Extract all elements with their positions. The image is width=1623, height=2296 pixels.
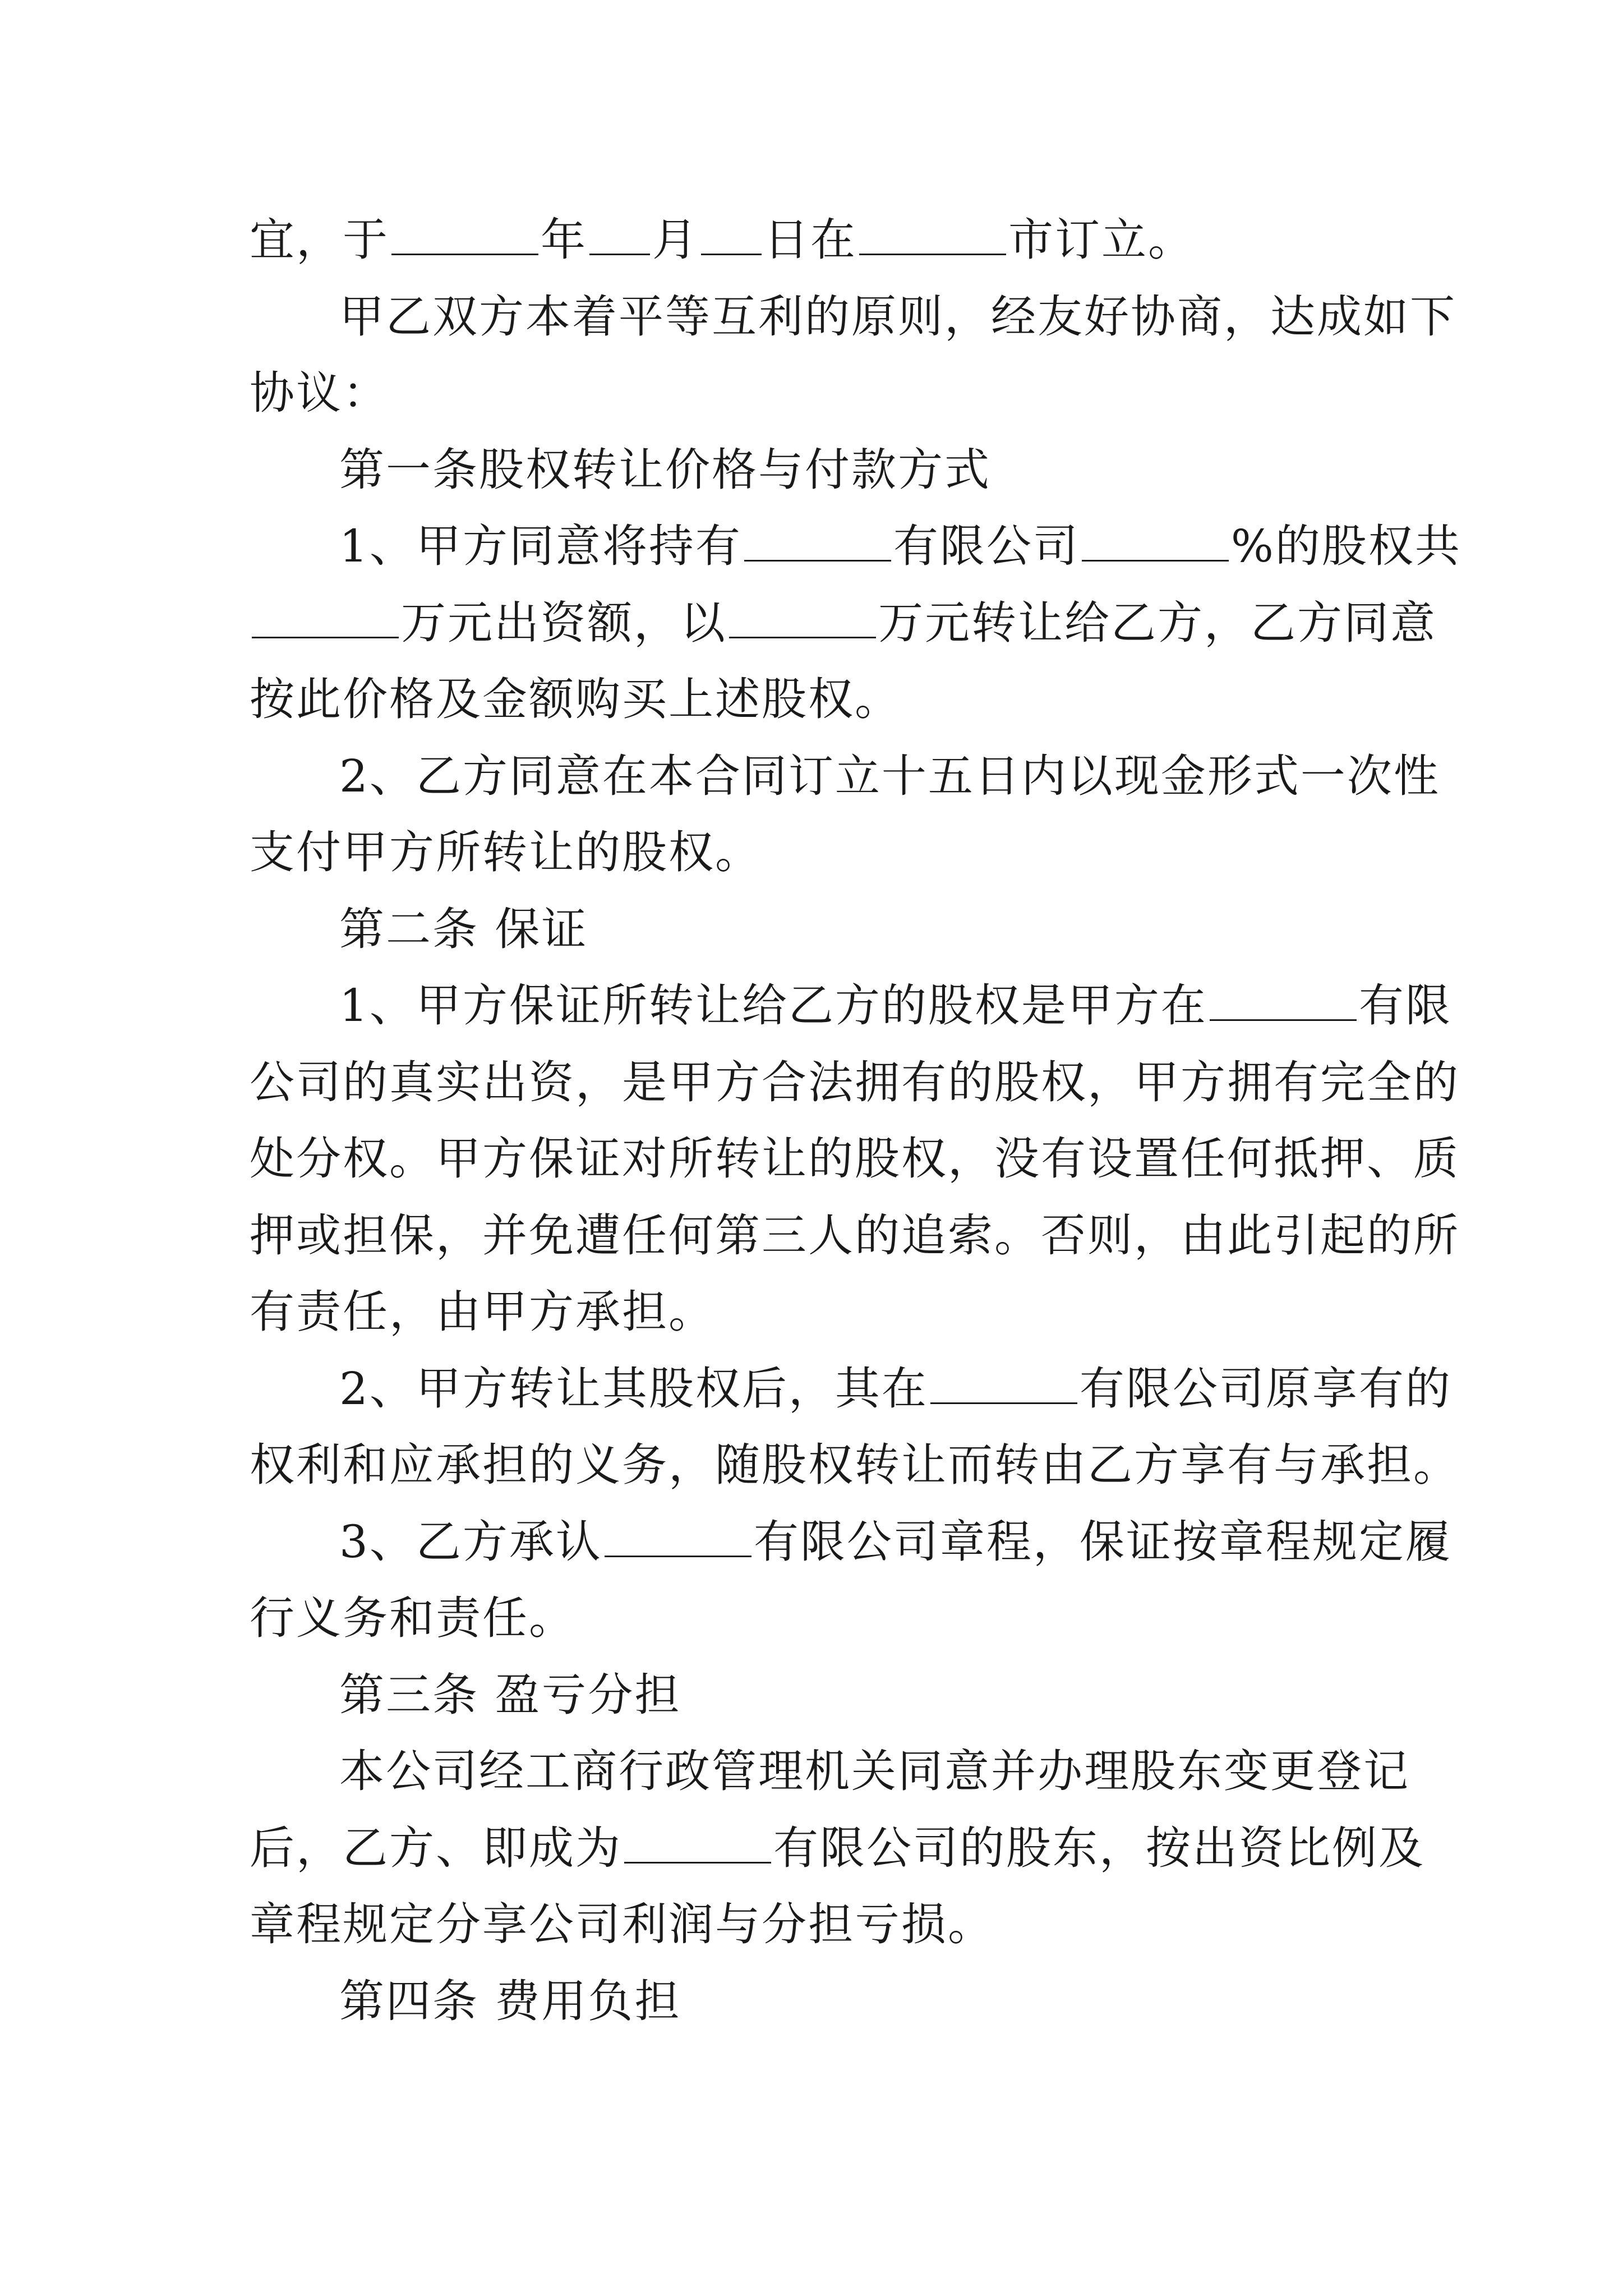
paragraph-line: 2、乙方同意在本合同订立十五日内以现金形式一次性 <box>339 749 1440 802</box>
text-run: 1、甲方保证所转让给乙方的股权是甲方在 <box>339 979 1207 1032</box>
blank-line <box>729 602 876 638</box>
paragraph-line <box>250 508 1461 585</box>
blank-line <box>391 219 538 255</box>
text-run: 有限 <box>1358 979 1452 1032</box>
paragraph-line: 本公司经工商行政管理机关同意并办理股东变更登记 <box>339 1745 1410 1797</box>
text-run: 有限公司的股东，按出资比例及 <box>773 1821 1425 1874</box>
paragraph-line <box>250 968 1452 1045</box>
paragraph-line: 处分权。甲方保证对所转让的股权，没有设置任何抵押、质 <box>250 1133 1460 1185</box>
paragraph-line: 权利和应承担的义务，随股权转让而转由乙方享有与承担。 <box>250 1439 1460 1491</box>
paragraph-line: 支付甲方所转让的股权。 <box>250 826 762 878</box>
blank-line <box>605 1521 751 1557</box>
paragraph-line: 行义务和责任。 <box>250 1592 575 1644</box>
text-run: 日在 <box>764 214 857 266</box>
contract-body <box>250 202 1461 2040</box>
text-run: 后，乙方、即成为 <box>250 1821 622 1874</box>
text-run: 月 <box>652 214 699 266</box>
text-run: 3、乙方承认 <box>339 1515 602 1568</box>
text-run: 年 <box>541 214 587 266</box>
article-heading: 第二条 保证 <box>339 903 588 955</box>
paragraph-line <box>250 585 1437 662</box>
blank-line <box>1210 984 1357 1021</box>
paragraph-line <box>250 202 1394 279</box>
text-run: 有限公司章程，保证按章程规定履 <box>753 1515 1452 1568</box>
text-run: 市订立。 <box>1008 214 1195 266</box>
paragraph-line: 押或担保，并免遭任何第三人的追索。否则，由此引起的所 <box>250 1209 1460 1262</box>
text-run: 有限公司原享有的 <box>1079 1362 1452 1415</box>
paragraph-line: 章程规定分享公司利润与分担亏损。 <box>250 1898 994 1950</box>
text-run: 有限公司 <box>893 520 1080 572</box>
paragraph-line: 按此价格及金额购买上述股权。 <box>250 673 901 725</box>
paragraph-line <box>250 1351 1452 1428</box>
paragraph-line: 公司的真实出资，是甲方合法拥有的股权，甲方拥有完全的 <box>250 1056 1460 1108</box>
text-run: %的股权共 <box>1230 520 1461 572</box>
paragraph-line: 协议： <box>250 367 389 419</box>
blank-line <box>859 219 1006 255</box>
text-run: 宜，于 <box>250 214 389 266</box>
blank-line <box>1082 525 1229 562</box>
blank-line <box>589 219 650 255</box>
paragraph-line: 甲乙双方本着平等互利的原则，经友好协商，达成如下 <box>339 290 1456 343</box>
text-run: 万元出资额，以 <box>401 596 727 649</box>
text-run: 2、甲方转让其股权后，其在 <box>339 1362 928 1415</box>
article-heading: 第一条股权转让价格与付款方式 <box>339 443 991 496</box>
blank-line <box>930 1368 1077 1404</box>
paragraph-line <box>250 1504 1452 1581</box>
article-heading: 第三条 盈亏分担 <box>339 1668 681 1721</box>
blank-line <box>252 602 399 638</box>
article-heading: 第四条 费用负担 <box>339 1975 681 2027</box>
blank-line <box>624 1827 771 1864</box>
text-run: 1、甲方同意将持有 <box>339 520 742 572</box>
blank-line <box>744 525 891 562</box>
paragraph-line: 有责任，由甲方承担。 <box>250 1286 715 1338</box>
text-run: 万元转让给乙方，乙方同意 <box>878 596 1437 649</box>
blank-line <box>701 219 762 255</box>
paragraph-line <box>250 1810 1425 1887</box>
